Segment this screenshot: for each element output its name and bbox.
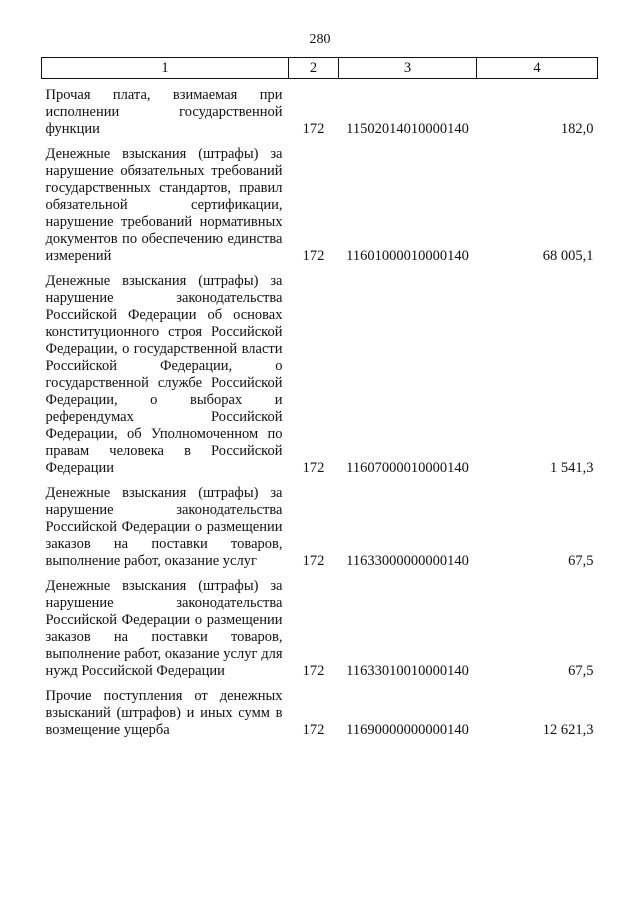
row-name: Прочая плата, взимаемая при исполнении государственной функции — [45, 87, 283, 137]
row-admin-code: 172 — [302, 248, 325, 264]
row-budget-code: 11502014010000140 — [346, 121, 469, 137]
table-body — [42, 79, 598, 748]
row-budget-code: 11601000010000140 — [346, 248, 469, 264]
row-budget-code: 11607000010000140 — [346, 460, 469, 476]
row-admin-code: 172 — [302, 121, 325, 137]
table-row — [42, 273, 598, 485]
row-amount: 182,0 — [560, 121, 594, 137]
row-admin-code: 172 — [302, 722, 325, 738]
row-amount: 67,5 — [568, 553, 594, 569]
header-col-3: 3 — [339, 58, 477, 79]
row-name: Денежные взыскания (штрафы) за нарушение законодательства Российской Федерации о размещении заказов на поставки товаров, выполнение работ, оказание услуг — [45, 485, 283, 569]
table-row — [42, 79, 598, 147]
page-number: 280 — [309, 32, 331, 47]
row-budget-code: 11690000000000140 — [346, 722, 469, 738]
header-row — [42, 58, 598, 79]
table-row — [42, 578, 598, 688]
row-name: Денежные взыскания (штрафы) за нарушение обязательных требований государственных стандартов, правил обязательной сертификации, нарушение требований нормативных документов по обеспечению единства измерений — [45, 146, 283, 264]
table-row — [42, 146, 598, 273]
row-amount: 68 005,1 — [542, 248, 594, 264]
row-amount: 1 541,3 — [550, 460, 594, 476]
row-budget-code: 11633010010000140 — [346, 663, 469, 679]
row-name: Денежные взыскания (штрафы) за нарушение законодательства Российской Федерации о размещении заказов на поставки товаров, выполнение работ, оказание услуг для нужд Российской Федерации — [45, 578, 283, 679]
row-admin-code: 172 — [302, 663, 325, 679]
row-amount: 12 621,3 — [542, 722, 594, 738]
header-col-2: 2 — [289, 58, 339, 79]
revenue-table — [41, 57, 598, 747]
row-admin-code: 172 — [302, 460, 325, 476]
row-admin-code: 172 — [302, 553, 325, 569]
table-row — [42, 688, 598, 747]
row-name: Денежные взыскания (штрафы) за нарушение законодательства Российской Федерации об основах конституционного строя Российской Федерации, о государственной власти Российской Федерации, о государственной службе Российской Федерации, о выборах и референдумах Российской Федерации, об Уполномоченном по правам человека в Российской Федерации — [45, 273, 283, 476]
table-row — [42, 485, 598, 578]
table-header — [42, 58, 598, 79]
row-amount: 67,5 — [568, 663, 594, 679]
header-col-1: 1 — [42, 58, 289, 79]
header-col-4: 4 — [477, 58, 598, 79]
row-budget-code: 11633000000000140 — [346, 553, 469, 569]
row-name: Прочие поступления от денежных взысканий (штрафов) и иных сумм в возмещение ущерба — [45, 688, 283, 738]
